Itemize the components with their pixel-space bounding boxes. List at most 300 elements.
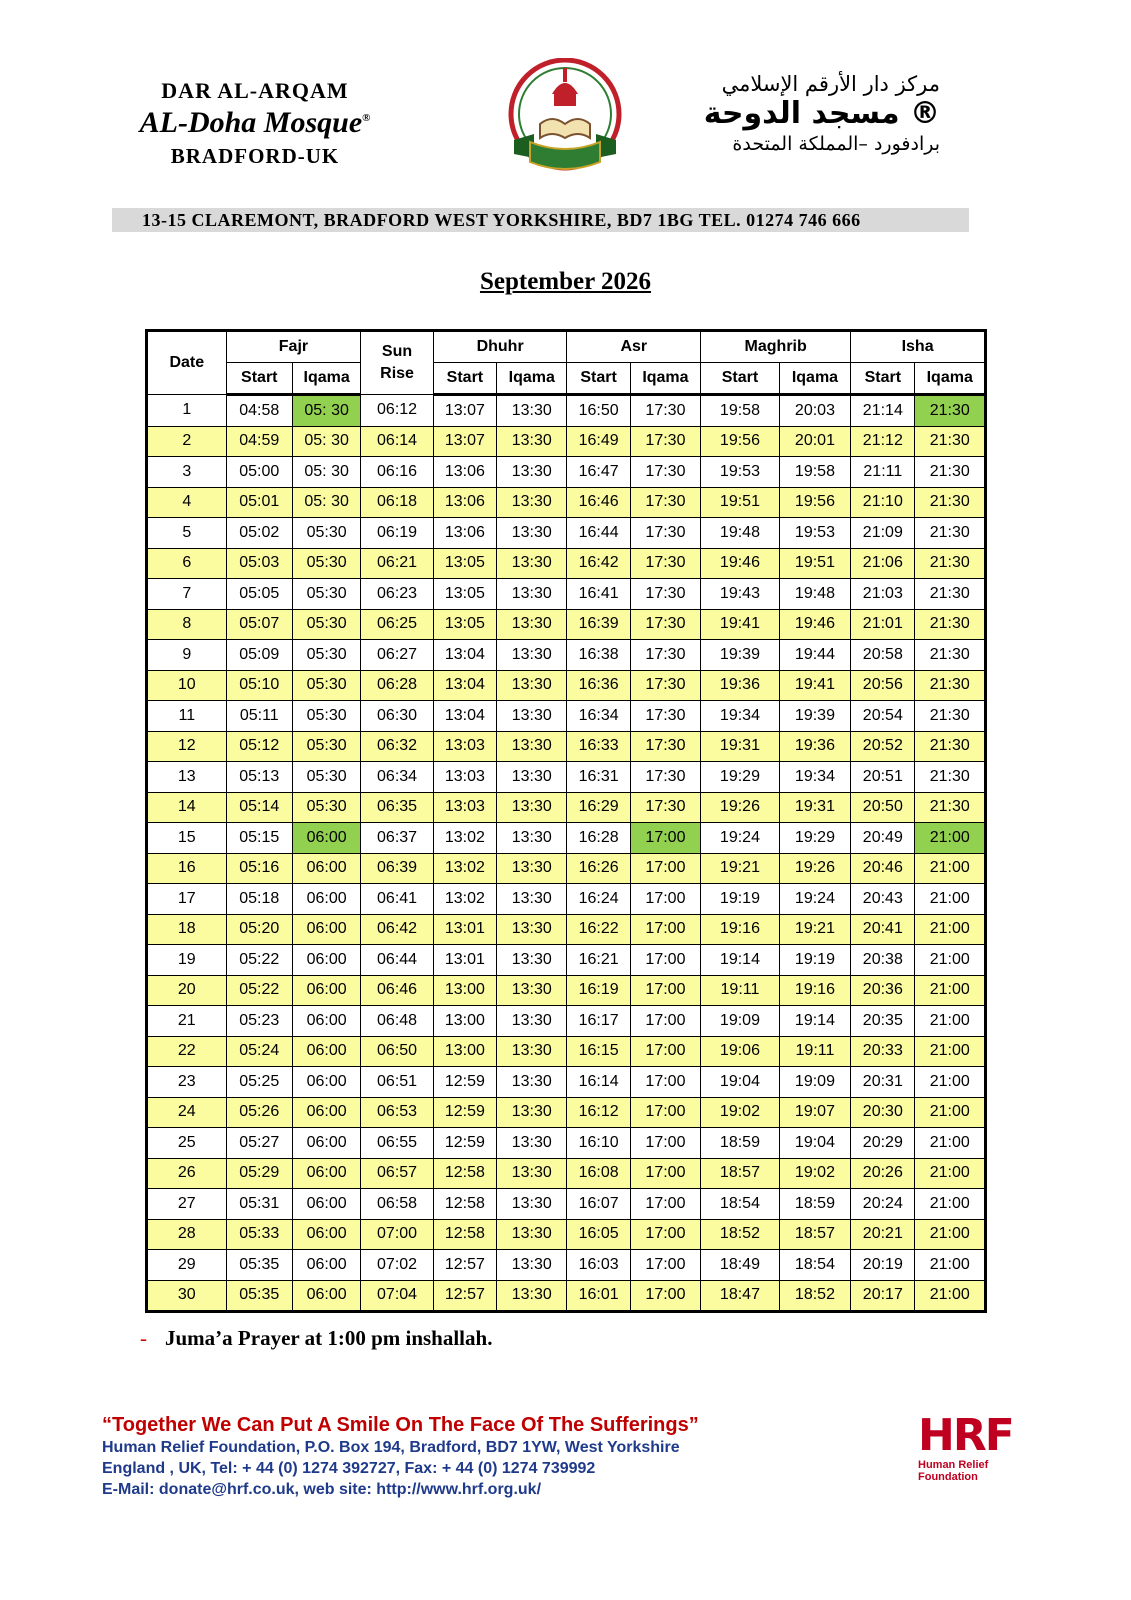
header-sunrise-line2: Rise: [380, 365, 414, 382]
cell-maghrib-start: 19:53: [701, 457, 780, 488]
cell-dhuhr-start: 12:59: [433, 1128, 496, 1159]
cell-maghrib-iqama: 19:09: [779, 1067, 850, 1098]
cell-fajr-start: 05:14: [226, 792, 292, 823]
cell-fajr-iqama: 05:30: [292, 548, 360, 579]
header-sunrise-line1: Sun: [381, 343, 413, 360]
cell-maghrib-iqama: 19:31: [779, 792, 850, 823]
cell-fajr-start: 05:31: [226, 1189, 292, 1220]
cell-maghrib-start: 19:39: [701, 640, 780, 671]
cell-fajr-iqama: 06:00: [292, 1067, 360, 1098]
cell-dhuhr-iqama: 13:30: [497, 1036, 567, 1067]
cell-asr-iqama: 17:00: [630, 823, 700, 854]
cell-asr-start: 16:15: [567, 1036, 630, 1067]
cell-maghrib-start: 19:19: [701, 884, 780, 915]
cell-date: 9: [147, 640, 227, 671]
cell-fajr-start: 05:25: [226, 1067, 292, 1098]
cell-fajr-start: 05:12: [226, 731, 292, 762]
cell-asr-start: 16:14: [567, 1067, 630, 1098]
cell-fajr-start: 05:03: [226, 548, 292, 579]
cell-dhuhr-start: 13:01: [433, 945, 496, 976]
cell-maghrib-iqama: 19:26: [779, 853, 850, 884]
cell-asr-iqama: 17:30: [630, 548, 700, 579]
cell-asr-start: 16:39: [567, 609, 630, 640]
cell-asr-start: 16:41: [567, 579, 630, 610]
cell-isha-iqama: 21:00: [915, 1006, 986, 1037]
note-text: Juma’a Prayer at 1:00 pm inshallah.: [165, 1326, 493, 1350]
cell-maghrib-iqama: 19:51: [779, 548, 850, 579]
cell-dhuhr-start: 12:58: [433, 1189, 496, 1220]
cell-date: 20: [147, 975, 227, 1006]
cell-dhuhr-iqama: 13:30: [497, 548, 567, 579]
cell-maghrib-start: 19:06: [701, 1036, 780, 1067]
cell-fajr-iqama: 05: 30: [292, 395, 360, 427]
cell-dhuhr-iqama: 13:30: [497, 823, 567, 854]
cell-sunrise: 06:42: [361, 914, 433, 945]
cell-fajr-iqama: 05:30: [292, 762, 360, 793]
cell-sunrise: 07:00: [361, 1219, 433, 1250]
cell-asr-start: 16:08: [567, 1158, 630, 1189]
cell-asr-start: 16:44: [567, 518, 630, 549]
cell-dhuhr-start: 13:00: [433, 1006, 496, 1037]
page-title: September 2026: [479, 268, 652, 295]
cell-fajr-start: 05:02: [226, 518, 292, 549]
mosque-name-english: [120, 78, 390, 169]
cell-maghrib-iqama: 19:36: [779, 731, 850, 762]
cell-isha-start: 20:56: [851, 670, 915, 701]
cell-isha-iqama: 21:30: [915, 395, 986, 427]
cell-fajr-iqama: 05:30: [292, 670, 360, 701]
cell-dhuhr-start: 13:04: [433, 701, 496, 732]
table-row: [147, 518, 986, 549]
cell-sunrise: 06:35: [361, 792, 433, 823]
cell-dhuhr-iqama: 13:30: [497, 701, 567, 732]
cell-dhuhr-start: 13:06: [433, 457, 496, 488]
cell-dhuhr-start: 13:01: [433, 914, 496, 945]
cell-dhuhr-iqama: 13:30: [497, 1189, 567, 1220]
cell-dhuhr-iqama: 13:30: [497, 457, 567, 488]
cell-date: 24: [147, 1097, 227, 1128]
city-name-arabic: برادفورد –المملكة المتحدة: [732, 133, 940, 155]
cell-dhuhr-start: 13:04: [433, 670, 496, 701]
cell-fajr-start: 04:58: [226, 395, 292, 427]
cell-dhuhr-start: 13:02: [433, 853, 496, 884]
cell-fajr-iqama: 06:00: [292, 1158, 360, 1189]
hrf-logo: [918, 1410, 1013, 1488]
cell-asr-iqama: 17:30: [630, 670, 700, 701]
cell-sunrise: 06:19: [361, 518, 433, 549]
cell-maghrib-iqama: 19:24: [779, 884, 850, 915]
cell-dhuhr-iqama: 13:30: [497, 1097, 567, 1128]
cell-isha-iqama: 21:00: [915, 914, 986, 945]
cell-maghrib-start: 19:09: [701, 1006, 780, 1037]
table-row: [147, 823, 986, 854]
table-row: [147, 1128, 986, 1159]
table-row: [147, 914, 986, 945]
table-row: [147, 548, 986, 579]
cell-fajr-start: 05:11: [226, 701, 292, 732]
cell-maghrib-iqama: 19:53: [779, 518, 850, 549]
cell-fajr-iqama: 06:00: [292, 945, 360, 976]
table-row: [147, 609, 986, 640]
cell-asr-start: 16:05: [567, 1219, 630, 1250]
cell-isha-start: 20:58: [851, 640, 915, 671]
cell-asr-iqama: 17:30: [630, 487, 700, 518]
cell-isha-start: 21:11: [851, 457, 915, 488]
cell-dhuhr-start: 13:03: [433, 792, 496, 823]
hrf-logo-mark: HRF: [918, 1410, 1013, 1461]
cell-fajr-start: 05:35: [226, 1250, 292, 1281]
cell-dhuhr-iqama: 13:30: [497, 609, 567, 640]
cell-fajr-start: 05:07: [226, 609, 292, 640]
cell-isha-iqama: 21:00: [915, 1250, 986, 1281]
cell-dhuhr-start: 13:07: [433, 395, 496, 427]
cell-fajr-iqama: 06:00: [292, 1097, 360, 1128]
cell-dhuhr-start: 12:59: [433, 1067, 496, 1098]
mosque-name-arabic: [690, 72, 940, 155]
cell-date: 5: [147, 518, 227, 549]
cell-isha-start: 20:24: [851, 1189, 915, 1220]
cell-maghrib-start: 19:58: [701, 395, 780, 427]
cell-date: 22: [147, 1036, 227, 1067]
cell-isha-start: 20:46: [851, 853, 915, 884]
table-row: [147, 1097, 986, 1128]
header-maghrib-start: Start: [701, 363, 780, 395]
footer: [102, 1414, 862, 1500]
cell-isha-iqama: 21:00: [915, 853, 986, 884]
cell-fajr-start: 05:18: [226, 884, 292, 915]
cell-fajr-start: 05:01: [226, 487, 292, 518]
cell-dhuhr-start: 12:58: [433, 1158, 496, 1189]
cell-sunrise: 06:30: [361, 701, 433, 732]
cell-fajr-iqama: 05:30: [292, 579, 360, 610]
header-fajr: Fajr: [226, 331, 361, 363]
cell-dhuhr-iqama: 13:30: [497, 487, 567, 518]
cell-maghrib-start: 18:54: [701, 1189, 780, 1220]
cell-dhuhr-start: 12:57: [433, 1280, 496, 1312]
cell-fajr-iqama: 05:30: [292, 792, 360, 823]
cell-asr-iqama: 17:00: [630, 853, 700, 884]
prayer-timetable: [145, 329, 987, 1313]
juma-note: [140, 1326, 492, 1351]
cell-maghrib-iqama: 19:46: [779, 609, 850, 640]
cell-maghrib-iqama: 19:19: [779, 945, 850, 976]
cell-sunrise: 07:04: [361, 1280, 433, 1312]
cell-fajr-start: 05:29: [226, 1158, 292, 1189]
cell-dhuhr-iqama: 13:30: [497, 395, 567, 427]
cell-maghrib-start: 19:34: [701, 701, 780, 732]
cell-isha-start: 20:19: [851, 1250, 915, 1281]
table-row: [147, 1006, 986, 1037]
table-row: [147, 731, 986, 762]
cell-date: 7: [147, 579, 227, 610]
cell-date: 30: [147, 1280, 227, 1312]
city-name: BRADFORD-UK: [170, 144, 340, 168]
cell-asr-iqama: 17:30: [630, 579, 700, 610]
cell-sunrise: 06:23: [361, 579, 433, 610]
cell-fajr-iqama: 06:00: [292, 1189, 360, 1220]
cell-date: 4: [147, 487, 227, 518]
cell-date: 11: [147, 701, 227, 732]
cell-fajr-iqama: 06:00: [292, 1128, 360, 1159]
mosque-name: [120, 106, 390, 140]
cell-isha-iqama: 21:30: [915, 548, 986, 579]
header-dhuhr: Dhuhr: [433, 331, 567, 363]
cell-asr-start: 16:46: [567, 487, 630, 518]
cell-dhuhr-iqama: 13:30: [497, 975, 567, 1006]
table-row: [147, 457, 986, 488]
cell-asr-start: 16:24: [567, 884, 630, 915]
cell-isha-start: 20:41: [851, 914, 915, 945]
cell-sunrise: 06:16: [361, 457, 433, 488]
cell-maghrib-start: 18:59: [701, 1128, 780, 1159]
cell-fajr-iqama: 06:00: [292, 1250, 360, 1281]
cell-date: 1: [147, 395, 227, 427]
cell-fajr-iqama: 05:30: [292, 701, 360, 732]
cell-date: 26: [147, 1158, 227, 1189]
cell-maghrib-iqama: 18:52: [779, 1280, 850, 1312]
table-row: [147, 670, 986, 701]
cell-asr-iqama: 17:30: [630, 762, 700, 793]
cell-fajr-start: 05:22: [226, 945, 292, 976]
cell-isha-iqama: 21:00: [915, 1036, 986, 1067]
cell-date: 3: [147, 457, 227, 488]
header-maghrib: Maghrib: [701, 331, 851, 363]
cell-asr-iqama: 17:00: [630, 884, 700, 915]
cell-maghrib-iqama: 19:58: [779, 457, 850, 488]
cell-date: 28: [147, 1219, 227, 1250]
cell-fajr-start: 05:16: [226, 853, 292, 884]
cell-fajr-start: 05:10: [226, 670, 292, 701]
cell-dhuhr-start: 13:00: [433, 975, 496, 1006]
cell-asr-start: 16:31: [567, 762, 630, 793]
cell-asr-start: 16:34: [567, 701, 630, 732]
mosque-name-text: AL-Doha Mosque: [139, 106, 363, 139]
cell-fajr-iqama: 06:00: [292, 884, 360, 915]
hrf-logo-text1: Human Relief: [918, 1459, 989, 1471]
cell-asr-start: 16:33: [567, 731, 630, 762]
cell-asr-iqama: 17:30: [630, 640, 700, 671]
cell-dhuhr-start: 13:05: [433, 609, 496, 640]
cell-fajr-iqama: 05: 30: [292, 426, 360, 457]
cell-dhuhr-iqama: 13:30: [497, 1158, 567, 1189]
cell-asr-iqama: 17:30: [630, 701, 700, 732]
cell-isha-start: 20:17: [851, 1280, 915, 1312]
cell-maghrib-start: 19:51: [701, 487, 780, 518]
table-row: [147, 792, 986, 823]
cell-dhuhr-iqama: 13:30: [497, 884, 567, 915]
cell-fajr-start: 05:05: [226, 579, 292, 610]
cell-maghrib-iqama: 19:21: [779, 914, 850, 945]
cell-fajr-iqama: 06:00: [292, 1036, 360, 1067]
cell-asr-iqama: 17:00: [630, 975, 700, 1006]
cell-maghrib-iqama: 19:16: [779, 975, 850, 1006]
mosque-name-arabic-text: ® مسجد الدوحة: [703, 96, 940, 131]
header-asr: Asr: [567, 331, 701, 363]
cell-isha-iqama: 21:30: [915, 487, 986, 518]
cell-asr-start: 16:07: [567, 1189, 630, 1220]
cell-fajr-iqama: 05: 30: [292, 457, 360, 488]
cell-asr-start: 16:49: [567, 426, 630, 457]
cell-asr-start: 16:17: [567, 1006, 630, 1037]
header-asr-start: Start: [567, 363, 630, 395]
cell-date: 16: [147, 853, 227, 884]
cell-isha-iqama: 21:00: [915, 884, 986, 915]
cell-isha-iqama: 21:30: [915, 640, 986, 671]
cell-dhuhr-start: 13:05: [433, 579, 496, 610]
cell-sunrise: 06:34: [361, 762, 433, 793]
cell-maghrib-iqama: 19:04: [779, 1128, 850, 1159]
cell-asr-start: 16:19: [567, 975, 630, 1006]
cell-asr-iqama: 17:30: [630, 457, 700, 488]
cell-isha-iqama: 21:00: [915, 1219, 986, 1250]
cell-dhuhr-iqama: 13:30: [497, 762, 567, 793]
cell-isha-iqama: 21:30: [915, 762, 986, 793]
header-dhuhr-start: Start: [433, 363, 496, 395]
cell-asr-iqama: 17:30: [630, 395, 700, 427]
cell-maghrib-start: 19:43: [701, 579, 780, 610]
cell-maghrib-start: 19:41: [701, 609, 780, 640]
table-row: [147, 395, 986, 427]
cell-sunrise: 06:32: [361, 731, 433, 762]
note-dash: -: [140, 1326, 147, 1350]
cell-isha-start: 20:21: [851, 1219, 915, 1250]
cell-isha-iqama: 21:00: [915, 1128, 986, 1159]
table-row: [147, 579, 986, 610]
cell-asr-start: 16:28: [567, 823, 630, 854]
cell-date: 2: [147, 426, 227, 457]
cell-dhuhr-iqama: 13:30: [497, 731, 567, 762]
cell-maghrib-iqama: 19:41: [779, 670, 850, 701]
cell-dhuhr-start: 13:07: [433, 426, 496, 457]
cell-asr-start: 16:01: [567, 1280, 630, 1312]
cell-dhuhr-start: 13:02: [433, 884, 496, 915]
cell-isha-start: 20:35: [851, 1006, 915, 1037]
cell-asr-start: 16:38: [567, 640, 630, 671]
cell-asr-iqama: 17:00: [630, 1128, 700, 1159]
cell-maghrib-start: 19:02: [701, 1097, 780, 1128]
cell-dhuhr-iqama: 13:30: [497, 518, 567, 549]
cell-isha-start: 21:14: [851, 395, 915, 427]
cell-maghrib-iqama: 19:02: [779, 1158, 850, 1189]
cell-sunrise: 06:18: [361, 487, 433, 518]
cell-maghrib-start: 19:16: [701, 914, 780, 945]
cell-fajr-start: 04:59: [226, 426, 292, 457]
cell-isha-iqama: 21:30: [915, 457, 986, 488]
cell-maghrib-iqama: 19:44: [779, 640, 850, 671]
cell-asr-iqama: 17:00: [630, 1006, 700, 1037]
cell-asr-iqama: 17:00: [630, 1280, 700, 1312]
cell-asr-iqama: 17:00: [630, 914, 700, 945]
cell-fajr-iqama: 06:00: [292, 975, 360, 1006]
cell-maghrib-start: 19:11: [701, 975, 780, 1006]
cell-date: 21: [147, 1006, 227, 1037]
cell-maghrib-iqama: 19:29: [779, 823, 850, 854]
cell-isha-start: 20:52: [851, 731, 915, 762]
cell-fajr-iqama: 05:30: [292, 518, 360, 549]
cell-maghrib-start: 19:36: [701, 670, 780, 701]
cell-fajr-iqama: 05: 30: [292, 487, 360, 518]
cell-maghrib-start: 18:49: [701, 1250, 780, 1281]
table-row: [147, 1219, 986, 1250]
cell-dhuhr-start: 13:05: [433, 548, 496, 579]
cell-asr-start: 16:03: [567, 1250, 630, 1281]
cell-isha-start: 20:29: [851, 1128, 915, 1159]
cell-date: 27: [147, 1189, 227, 1220]
table-row: [147, 640, 986, 671]
header-dhuhr-iqama: Iqama: [497, 363, 567, 395]
cell-asr-start: 16:47: [567, 457, 630, 488]
cell-asr-start: 16:29: [567, 792, 630, 823]
cell-maghrib-start: 18:47: [701, 1280, 780, 1312]
cell-isha-start: 20:43: [851, 884, 915, 915]
cell-maghrib-iqama: 19:07: [779, 1097, 850, 1128]
cell-date: 15: [147, 823, 227, 854]
cell-asr-iqama: 17:00: [630, 1250, 700, 1281]
header-asr-iqama: Iqama: [630, 363, 700, 395]
footer-email-web: E-Mail: donate@hrf.co.uk, web site: http://www.hrf.org.uk/: [102, 1481, 542, 1498]
cell-maghrib-iqama: 20:01: [779, 426, 850, 457]
cell-dhuhr-iqama: 13:30: [497, 1128, 567, 1159]
cell-isha-iqama: 21:00: [915, 823, 986, 854]
table-row: [147, 762, 986, 793]
header-fajr-start: Start: [226, 363, 292, 395]
cell-isha-iqama: 21:30: [915, 579, 986, 610]
cell-fajr-iqama: 06:00: [292, 853, 360, 884]
header-isha-iqama: Iqama: [915, 363, 986, 395]
cell-asr-start: 16:42: [567, 548, 630, 579]
cell-fajr-iqama: 05:30: [292, 609, 360, 640]
cell-fajr-start: 05:35: [226, 1280, 292, 1312]
cell-maghrib-iqama: 18:59: [779, 1189, 850, 1220]
address-bar: 13-15 CLAREMONT, BRADFORD WEST YORKSHIRE, BD7 1BG TEL. 01274 746 666: [112, 208, 969, 232]
cell-isha-iqama: 21:30: [915, 426, 986, 457]
header-fajr-iqama: Iqama: [292, 363, 360, 395]
cell-date: 14: [147, 792, 227, 823]
cell-sunrise: 06:55: [361, 1128, 433, 1159]
cell-maghrib-iqama: 19:56: [779, 487, 850, 518]
cell-maghrib-start: 19:21: [701, 853, 780, 884]
cell-date: 19: [147, 945, 227, 976]
table-row: [147, 426, 986, 457]
cell-asr-iqama: 17:00: [630, 1097, 700, 1128]
cell-asr-iqama: 17:30: [630, 792, 700, 823]
cell-date: 17: [147, 884, 227, 915]
cell-isha-iqama: 21:00: [915, 1189, 986, 1220]
cell-fajr-iqama: 06:00: [292, 823, 360, 854]
cell-date: 6: [147, 548, 227, 579]
cell-maghrib-iqama: 18:54: [779, 1250, 850, 1281]
cell-sunrise: 06:51: [361, 1067, 433, 1098]
cell-maghrib-start: 19:29: [701, 762, 780, 793]
cell-isha-iqama: 21:00: [915, 1097, 986, 1128]
cell-dhuhr-iqama: 13:30: [497, 579, 567, 610]
cell-maghrib-start: 19:04: [701, 1067, 780, 1098]
cell-sunrise: 06:27: [361, 640, 433, 671]
cell-isha-start: 20:26: [851, 1158, 915, 1189]
registered-mark: ®: [362, 112, 371, 124]
cell-isha-start: 20:50: [851, 792, 915, 823]
table-row: [147, 487, 986, 518]
footer-slogan: “Together We Can Put A Smile On The Face Of The Sufferings”: [102, 1414, 699, 1436]
cell-isha-start: 21:09: [851, 518, 915, 549]
cell-asr-start: 16:12: [567, 1097, 630, 1128]
cell-asr-iqama: 17:00: [630, 1067, 700, 1098]
cell-sunrise: 06:25: [361, 609, 433, 640]
cell-fajr-iqama: 06:00: [292, 1219, 360, 1250]
cell-sunrise: 06:14: [361, 426, 433, 457]
header-isha: Isha: [851, 331, 986, 363]
cell-isha-start: 20:36: [851, 975, 915, 1006]
